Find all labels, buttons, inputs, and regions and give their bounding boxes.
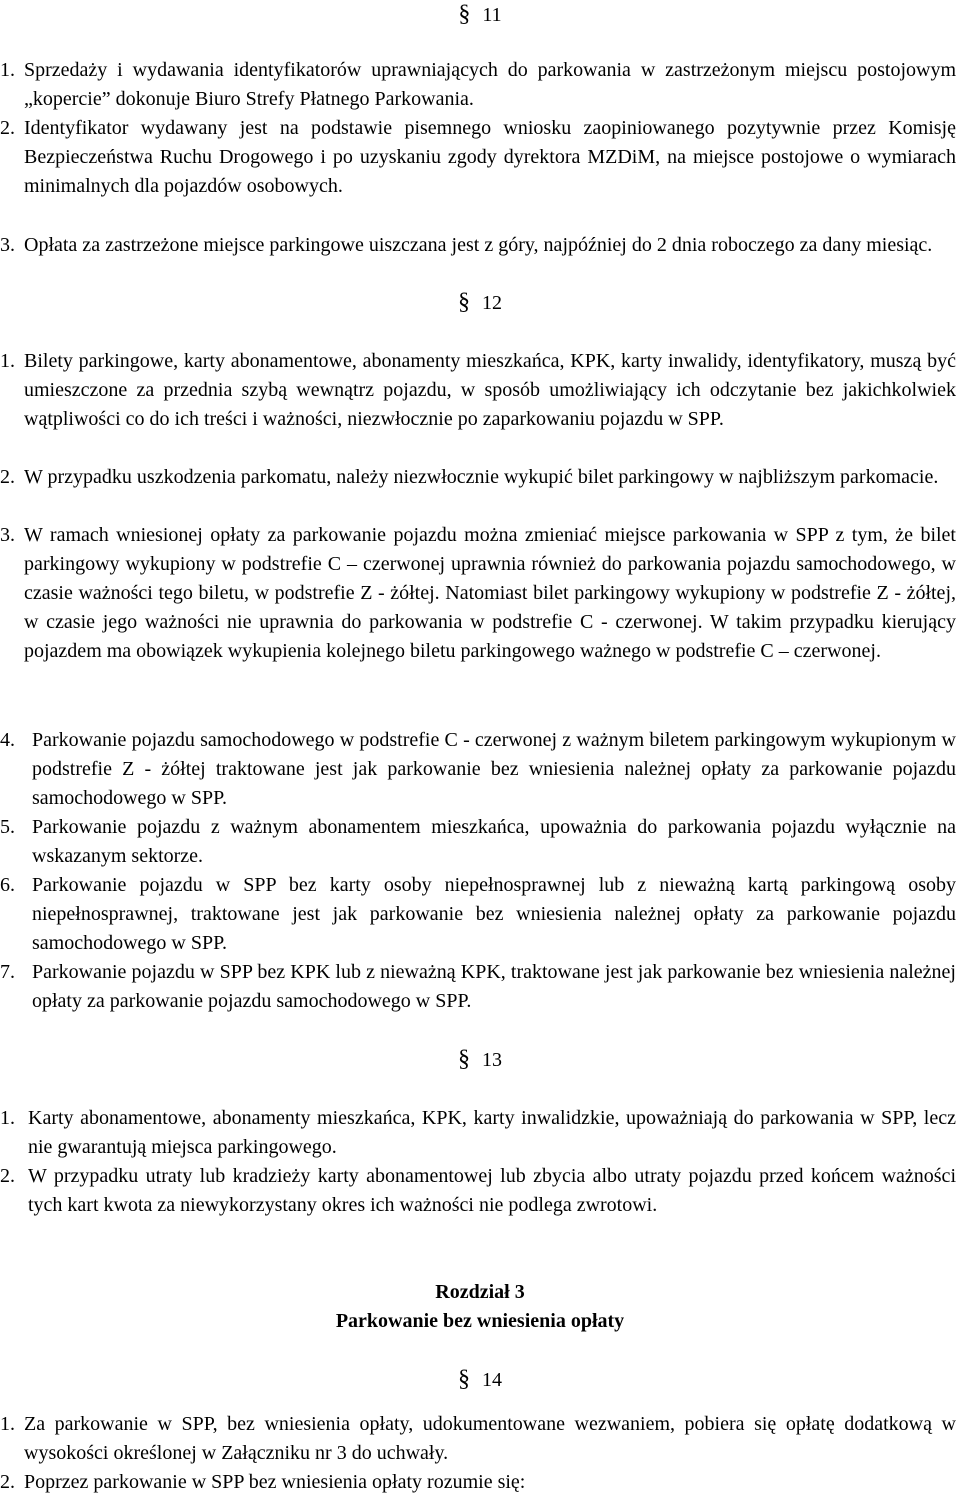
paragraph-number: 1. <box>0 1413 15 1435</box>
paragraph-12-4 <box>0 726 956 813</box>
paragraph-12-1 <box>0 347 956 434</box>
paragraph-number: 1. <box>0 1107 15 1129</box>
paragraph-13-1 <box>0 1104 956 1162</box>
paragraph-13-2 <box>0 1162 956 1220</box>
paragraph-text: Parkowanie pojazdu w SPP bez KPK lub z nieważną KPK, traktowane jest jak parkowanie bez wniesienia należnej opłaty za parkowanie pojazdu samochodowego w SPP. <box>32 961 956 1012</box>
paragraph-number: 6. <box>0 874 15 896</box>
section-heading-13 <box>0 1045 960 1075</box>
paragraph-number: 3. <box>0 524 15 546</box>
paragraph-number: 1. <box>0 350 15 372</box>
chapter-subtitle: Parkowanie bez wniesienia opłaty <box>335 1310 625 1332</box>
paragraph-text: Opłata za zastrzeżone miejsce parkingowe uiszczana jest z góry, najpóźniej do 2 dnia roboczego za dany miesiąc. <box>24 234 933 256</box>
paragraph-11-3 <box>0 231 956 260</box>
paragraph-number: 2. <box>0 117 15 139</box>
section-heading-12 <box>0 288 960 318</box>
paragraph-number: 2. <box>0 1165 15 1187</box>
paragraph-number: 2. <box>0 466 15 488</box>
paragraph-12-3 <box>0 521 956 666</box>
paragraph-text: W przypadku utraty lub kradzieży karty abonamentowej lub zbycia albo utraty pojazdu przed końcem ważności tych kart kwota za niewykorzystany okres ich ważności nie podlega zwrotowi. <box>28 1165 956 1216</box>
paragraph-text: Sprzedaży i wydawania identyfikatorów uprawniających do parkowania w zastrzeżonym miejscu postojowym „kopercie” dokonuje Biuro Strefy Płatnego Parkowania. <box>24 59 956 110</box>
paragraph-12-7 <box>0 958 956 1016</box>
paragraph-text: Parkowanie pojazdu z ważnym abonamentem mieszkańca, upoważnia do parkowania pojazdu wyłącznie na wskazanym sektorze. <box>32 816 956 867</box>
paragraph-text: Parkowanie pojazdu samochodowego w podstrefie C - czerwonej z ważnym biletem parkingowym wykupionym w podstrefie Z - żółtej traktowane jest jak parkowanie bez wniesienia należnej opłaty za parkowanie pojazdu samochodowego w SPP. <box>32 729 956 809</box>
paragraph-text: Karty abonamentowe, abonamenty mieszkańca, KPK, karty inwalidzkie, upoważniają do parkowania w SPP, lecz nie gwarantują miejsca parkingowego. <box>28 1107 956 1158</box>
paragraph-number: 2. <box>0 1471 15 1493</box>
section-symbol: § <box>458 1046 470 1072</box>
section-heading-14 <box>0 1365 960 1395</box>
paragraph-number: 5. <box>0 816 15 838</box>
section-number: 13 <box>482 1049 502 1071</box>
chapter-title: Rozdział 3 <box>435 1281 525 1303</box>
section-number: 14 <box>482 1369 502 1391</box>
paragraph-text: W przypadku uszkodzenia parkomatu, należy niezwłocznie wykupić bilet parkingowy w najbliższym parkomacie. <box>24 466 939 488</box>
paragraph-number: 1. <box>0 59 15 81</box>
section-symbol: § <box>458 1366 470 1392</box>
paragraph-text: Identyfikator wydawany jest na podstawie pisemnego wniosku zaopiniowanego pozytywnie przez Komisję Bezpieczeństwa Ruchu Drogowego i po uzyskaniu zgody dyrektora MZDiM, na miejsce postojowe o wymiarach minimalnych dla pojazdów osobowych. <box>24 117 956 197</box>
paragraph-11-1 <box>0 56 956 114</box>
paragraph-number: 7. <box>0 961 15 983</box>
paragraph-11-2 <box>0 114 956 201</box>
paragraph-12-2 <box>0 463 956 492</box>
paragraph-text: Bilety parkingowe, karty abonamentowe, abonamenty mieszkańca, KPK, karty inwalidy, identyfikatory, muszą być umieszczone za przednia szybą wewnątrz pojazdu, w sposób umożliwiający ich odczytanie bez jakichkolwiek wątpliwości co do ich treści i ważności, niezwłocznie po zaparkowaniu pojazdu w SPP. <box>24 350 956 430</box>
section-symbol: § <box>458 289 470 315</box>
paragraph-text: W ramach wniesionej opłaty za parkowanie pojazdu można zmieniać miejsce parkowania w SPP z tym, że bilet parkingowy wykupiony w podstrefie C – czerwonej uprawnia również do parkowania pojazdu samochodowego, w czasie ważności tego biletu, w podstrefie Z - żółtej. Natomiast bilet parkingowy wykupiony w podstrefie Z - żółtej, w czasie jego ważności nie uprawnia do parkowania w podstrefie C - czerwonej. W takim przypadku kierujący pojazdem ma obowiązek wykupienia kolejnego biletu parkingowego ważnego w podstrefie C – czerwonej. <box>24 524 956 662</box>
paragraph-text: Za parkowanie w SPP, bez wniesienia opłaty, udokumentowane wezwaniem, pobiera się opłatę dodatkową w wysokości określonej w Załączniku nr 3 do uchwały. <box>24 1413 956 1464</box>
paragraph-14-2 <box>0 1468 956 1497</box>
paragraph-text: Parkowanie pojazdu w SPP bez karty osoby niepełnosprawnej lub z nieważną kartą parkingową osoby niepełnosprawnej, traktowane jest jak parkowanie bez wniesienia należnej opłaty za parkowanie pojazdu samochodowego w SPP. <box>32 874 956 954</box>
paragraph-number: 3. <box>0 234 15 256</box>
section-number: 11 <box>482 4 502 26</box>
paragraph-12-5 <box>0 813 956 871</box>
paragraph-12-6 <box>0 871 956 958</box>
paragraph-14-1 <box>0 1410 956 1468</box>
paragraph-text: Poprzez parkowanie w SPP bez wniesienia opłaty rozumie się: <box>24 1471 526 1493</box>
section-number: 12 <box>482 292 502 314</box>
section-heading-11 <box>0 0 960 30</box>
paragraph-number: 4. <box>0 729 15 751</box>
section-symbol: § <box>458 1 471 27</box>
